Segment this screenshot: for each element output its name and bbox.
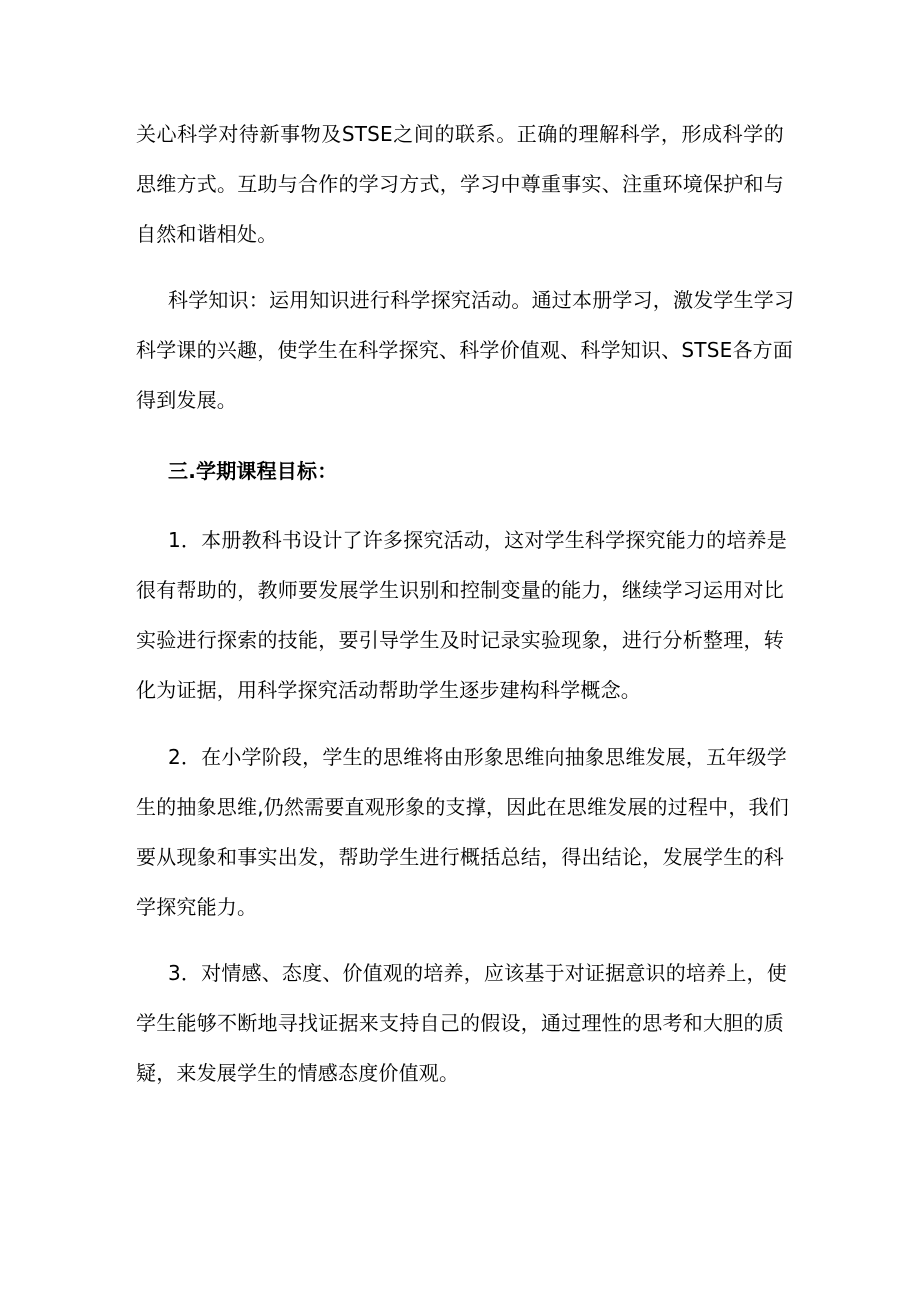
section-heading: 三.学期课程目标： bbox=[168, 459, 338, 483]
paragraph-1-line-3: 自然和谐相处。 bbox=[136, 222, 278, 246]
goal-2-line-1: 2．在小学阶段，学生的思维将由形象思维向抽象思维发展，五年级学 bbox=[168, 745, 787, 769]
paragraph-2-line-3: 得到发展。 bbox=[136, 388, 237, 412]
goal-2-line-3: 要从现象和事实出发，帮助学生进行概括总结，得出结论，发展学生的科 bbox=[136, 845, 784, 869]
paragraph-1-line-2: 思维方式。互助与合作的学习方式，学习中尊重事实、注重环境保护和与 bbox=[136, 172, 784, 196]
paragraph-2-line-2: 科学课的兴趣，使学生在科学探究、科学价值观、科学知识、STSE各方面 bbox=[136, 338, 794, 362]
goal-1-line-3: 实验进行探索的技能，要引导学生及时记录实验现象，进行分析整理，转 bbox=[136, 628, 784, 652]
goal-2-line-4: 学探究能力。 bbox=[136, 895, 258, 919]
paragraph-2-line-1: 科学知识：运用知识进行科学探究活动。通过本册学习，激发学生学习 bbox=[168, 288, 795, 312]
paragraph-1-line-1: 关心科学对待新事物及STSE之间的联系。正确的理解科学，形成科学的 bbox=[136, 122, 784, 146]
goal-1-line-4: 化为证据，用科学探究活动帮助学生逐步建构科学概念。 bbox=[136, 678, 641, 702]
goal-2-line-2: 生的抽象思维,仍然需要直观形象的支撑，因此在思维发展的过程中，我们 bbox=[136, 795, 789, 819]
goal-3-line-1: 3．对情感、态度、价值观的培养，应该基于对证据意识的培养上，使 bbox=[168, 961, 787, 985]
goal-1-line-1: 1．本册教科书设计了许多探究活动，这对学生科学探究能力的培养是 bbox=[168, 528, 787, 552]
goal-3-line-2: 学生能够不断地寻找证据来支持自己的假设，通过理性的思考和大胆的质 bbox=[136, 1011, 784, 1035]
goal-3-line-3: 疑，来发展学生的情感态度价值观。 bbox=[136, 1061, 460, 1085]
goal-1-line-2: 很有帮助的，教师要发展学生识别和控制变量的能力，继续学习运用对比 bbox=[136, 578, 784, 602]
